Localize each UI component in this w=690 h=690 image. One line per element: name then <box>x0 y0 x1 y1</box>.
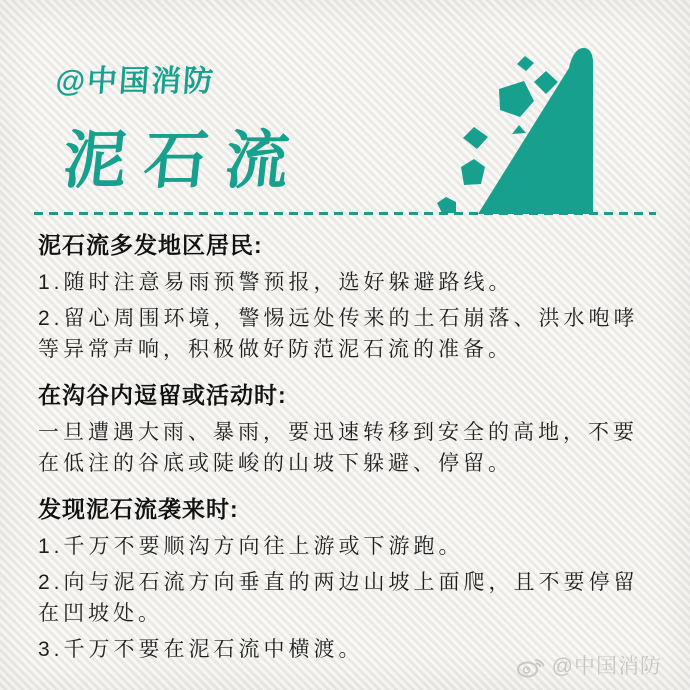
guideline-item: 一旦遭遇大雨、暴雨，要迅速转移到安全的高地，不要在低注的谷底或陡峻的山坡下躲避、停留。 <box>38 421 638 475</box>
guideline-item: 1.随时注意易雨预警预报，选好躲避路线。 <box>38 271 514 294</box>
guideline-item: 3.千万不要在泥石流中横渡。 <box>38 638 364 661</box>
section-heading: 在沟谷内逗留或活动时: <box>38 382 287 408</box>
guideline-item: 2.留心周围环境，警惕远处传来的土石崩落、洪水咆哮等异常声响，积极做好防范泥石流的准备。 <box>38 307 639 361</box>
content-area <box>38 227 656 670</box>
brand-logo: @中国消防 <box>54 65 217 98</box>
cliff-and-rocks-icon <box>437 48 593 214</box>
watermark <box>516 650 662 680</box>
rockfall-cliff-illustration <box>428 36 660 214</box>
weibo-icon <box>516 652 546 678</box>
guideline-item: 1.千万不要顺沟方向往上游或下游跑。 <box>38 535 464 558</box>
section-residents <box>38 227 656 365</box>
watermark-label: @中国消防 <box>551 655 662 678</box>
guideline-item: 2.向与泥石流方向垂直的两边山坡上面爬，且不要停留在凹坡处。 <box>38 571 639 625</box>
section-heading: 泥石流多发地区居民: <box>38 232 263 258</box>
page-title: 泥石流 <box>59 126 311 196</box>
section-during-debris-flow <box>38 491 656 665</box>
section-heading: 发现泥石流袭来时: <box>38 496 239 522</box>
section-valley-activity <box>38 377 656 479</box>
